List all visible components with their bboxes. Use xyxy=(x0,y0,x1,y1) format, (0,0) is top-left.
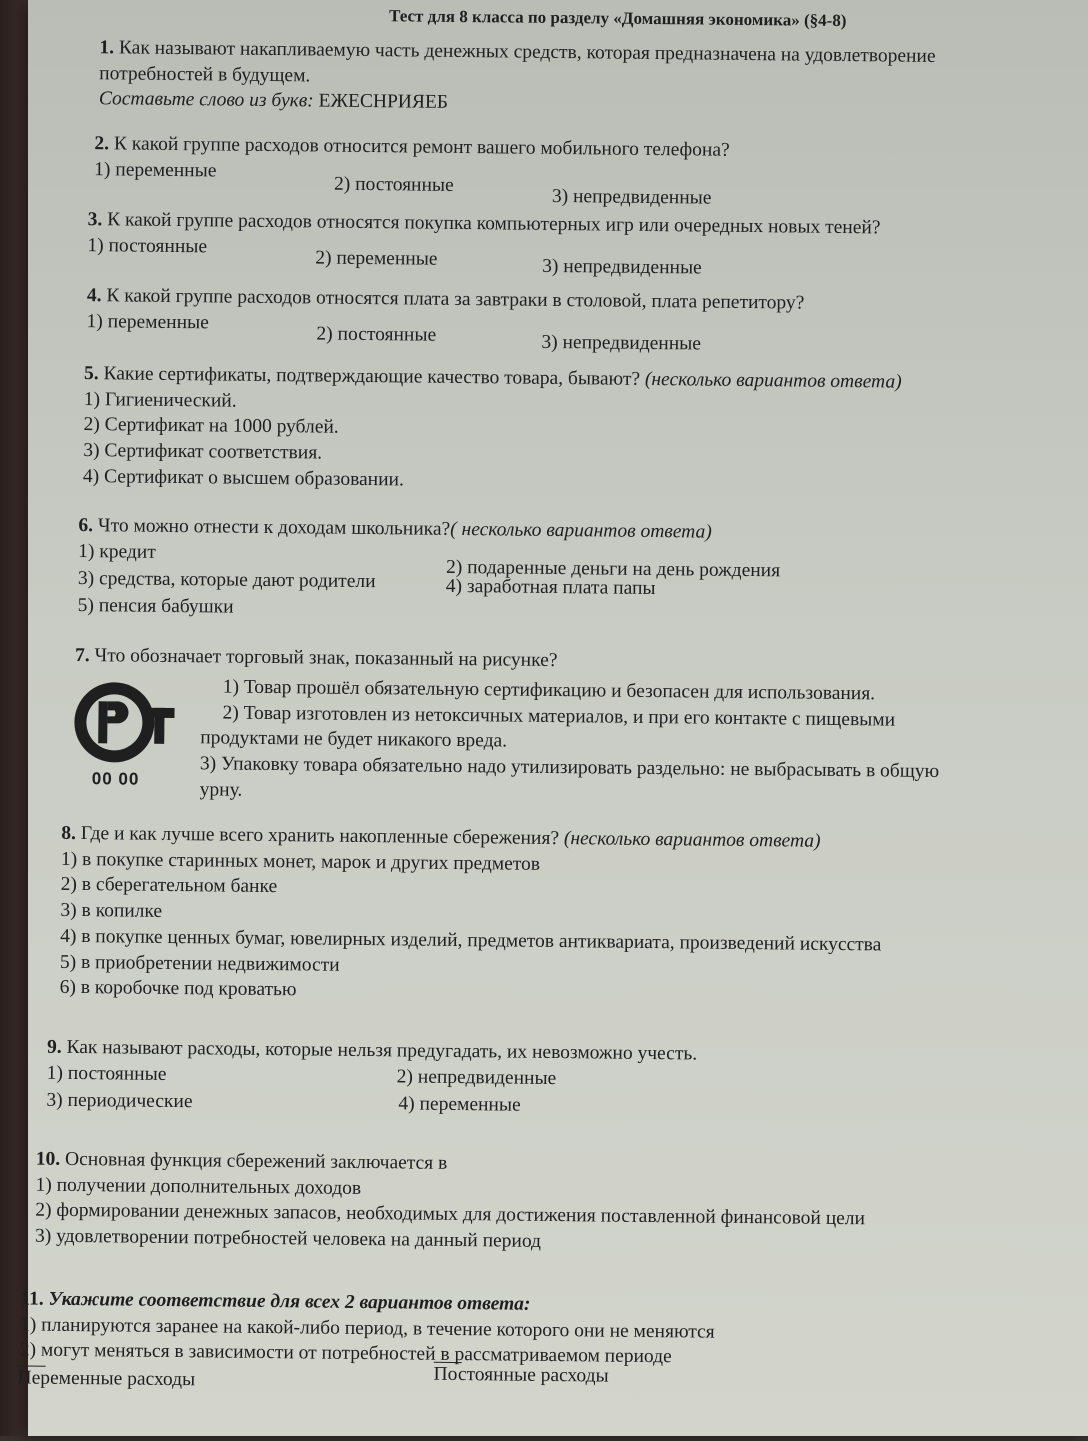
question-number: 6. xyxy=(78,515,94,537)
option: 3) непредвиденные xyxy=(542,255,702,279)
option: 1) Гигиенический. xyxy=(83,388,237,412)
scrambled-letters: ЕЖЕСНРИЯЕБ xyxy=(318,90,449,114)
question-number: 5. xyxy=(83,363,99,385)
option-cont: урну. xyxy=(199,779,243,801)
question-3 xyxy=(87,207,1077,279)
option: 1) переменные xyxy=(94,158,217,182)
match-label: Переменные расходы xyxy=(17,1367,196,1391)
logo-number: 00 00 xyxy=(91,769,140,789)
question-10 xyxy=(35,1147,1056,1261)
option: 1) переменные xyxy=(86,310,209,334)
sheet-content xyxy=(13,0,1088,1441)
question-number: 2. xyxy=(94,133,110,155)
option: 2) постоянные xyxy=(316,323,437,346)
question-5 xyxy=(83,361,1074,500)
question-9 xyxy=(46,1035,1047,1121)
question-4 xyxy=(86,283,1076,355)
question-text: Что обозначает торговый знак, показанный на рисунке? xyxy=(94,645,558,672)
match-label: Постоянные расходы xyxy=(433,1363,609,1387)
option: 3) периодические xyxy=(46,1089,193,1112)
question-number: 11. xyxy=(20,1288,44,1310)
option: 1) получении дополнительных доходов xyxy=(35,1174,362,1199)
option: 3) Сертификат соответствия. xyxy=(83,440,323,464)
question-6 xyxy=(78,513,1069,624)
pct-logo-icon xyxy=(70,677,181,768)
question-text: Что можно отнести к доходам школьника? xyxy=(97,515,451,540)
option: 1) планируются заранее на какой-либо период, в течение которого они не меняются xyxy=(19,1314,715,1343)
option: 2) формировании денежных запасов, необходимых для достижения поставленной финансовой цели xyxy=(35,1200,866,1230)
question-number: 7. xyxy=(74,644,90,667)
option: 2) Товар изготовлен из нетоксичных материалов, и при его контакте с пищевыми xyxy=(222,702,896,731)
test-sheet xyxy=(17,0,1088,1436)
question-text: К какой группе расходов относится ремонт вашего мобильного телефона? xyxy=(113,133,730,161)
question-1 xyxy=(99,35,1080,122)
option-cont: продуктами не будет никакого вреда. xyxy=(200,727,508,752)
option: 2) в сберегательном банке xyxy=(60,874,278,898)
option: 6) в коробочке под кроватью xyxy=(59,977,297,1001)
question-text: Как называют накапливаемую часть денежных средств, которая предназначена на удовлетворение xyxy=(118,37,936,67)
option: 4) в покупке ценных бумаг, ювелирных изделий, предметов антиквариата, произведений искусства xyxy=(60,925,882,956)
question-text: Укажите соответствие для всех 2 вариантов ответа: xyxy=(48,1288,531,1315)
question-number: 3. xyxy=(87,209,103,231)
question-7-options xyxy=(200,674,1081,812)
option: 2) переменные xyxy=(315,247,438,270)
option: 3) удовлетворении потребностей человека на данный период xyxy=(34,1225,542,1253)
option: 5) пенсия бабушки xyxy=(77,594,234,618)
page-title: Тест для 8 класса по разделу «Домашняя экономика» (§4-8) xyxy=(389,6,847,31)
question-number: 1. xyxy=(99,37,115,59)
question-text: Где и как лучше всего хранить накопленные сбережения? xyxy=(80,823,560,850)
option: 1) постоянные xyxy=(46,1062,167,1085)
option: 1) Товар прошёл обязательную сертификацию и безопасен для использования. xyxy=(222,676,876,705)
question-8 xyxy=(59,821,1061,1012)
option: 4) переменные xyxy=(398,1093,521,1116)
question-text: Основная функция сбережений заключается в xyxy=(64,1148,448,1174)
option: 1) постоянные xyxy=(87,234,208,258)
option: 3) в копилке xyxy=(60,900,163,923)
question-text: К какой группе расходов относятся плата за завтраки в столовой, плата репетитору? xyxy=(106,285,805,314)
option: 2) могут меняться в зависимости от потребностей в рассматриваемом периоде xyxy=(19,1339,672,1368)
option: 1) кредит xyxy=(78,540,156,563)
question-number: 8. xyxy=(61,822,76,844)
question-number: 9. xyxy=(46,1036,62,1058)
question-number: 4. xyxy=(86,285,102,307)
option: 3) Упаковку товара обязательно надо утилизировать раздельно: не выбрасывать в общую xyxy=(199,753,940,783)
option: 3) непредвиденные xyxy=(541,331,702,355)
option: 2) подаренные деньги на день рождения xyxy=(445,556,781,582)
question-text: Как называют расходы, которые нельзя предугадать, их невозможно учесть. xyxy=(66,1036,698,1065)
question-text-cont: потребностей в будущем. xyxy=(99,62,311,87)
option: 2) непредвиденные xyxy=(396,1066,557,1089)
option: 2) постоянные xyxy=(333,173,454,196)
option: 5) в приобретении недвижимости xyxy=(59,951,340,976)
question-text: Какие сертификаты, подтверждающие качество товара, бывают? xyxy=(103,363,641,390)
question-note: (несколько вариантов ответа) xyxy=(644,368,902,393)
option: 1) в покупке старинных монет, марок и других предметов xyxy=(60,848,541,875)
question-text: К какой группе расходов относятся покупка компьютерных игр или очередных новых теней? xyxy=(107,209,881,239)
question-2 xyxy=(94,131,1074,209)
question-note: (несколько вариантов ответа) xyxy=(563,828,821,852)
option: 2) Сертификат на 1000 рублей. xyxy=(83,414,339,439)
question-number: 10. xyxy=(35,1148,61,1170)
pct-trademark-logo xyxy=(70,677,191,790)
option: 3) непредвиденные xyxy=(551,185,712,209)
option: 4) заработная плата папы xyxy=(445,575,656,599)
option: 3) средства, которые дают родители xyxy=(77,567,376,592)
question-hint: Составьте слово из букв: xyxy=(98,88,314,112)
option: 4) Сертификат о высшем образовании. xyxy=(82,465,405,491)
question-note: ( несколько вариантов ответа) xyxy=(450,518,712,543)
question-11 xyxy=(19,1286,1050,1399)
